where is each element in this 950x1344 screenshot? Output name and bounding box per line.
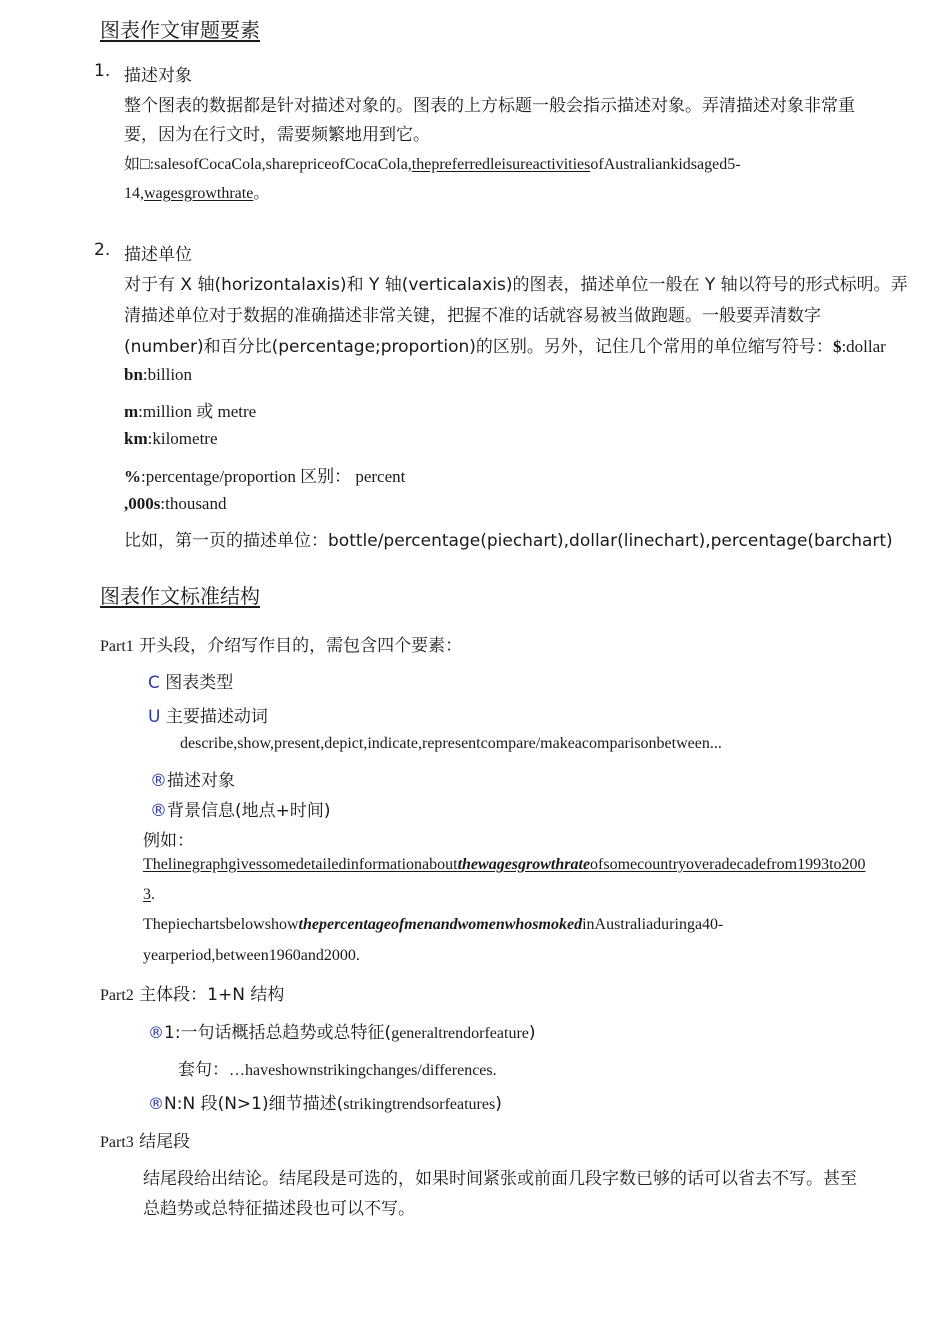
unit-symbol: ,000s (124, 494, 161, 513)
part-label: Part1 (100, 638, 134, 655)
unit-meaning: :dollar (841, 337, 886, 356)
paragraph-line (124, 332, 886, 357)
paragraph-line: 整个图表的数据都是针对描述对象的。图表的上方标题一般会指示描述对象。弄清描述对象非常重 (124, 96, 855, 116)
bullet-marker: ® (148, 1023, 164, 1042)
example-underlined: 3 (143, 886, 151, 903)
example-text: 14, (124, 185, 144, 202)
part2-item (148, 1018, 536, 1043)
element-text: 背景信息(地点+时间) (167, 801, 331, 821)
part1-heading (100, 631, 462, 656)
paragraph-line: 要，因为在行文时，需要频繁地用到它。 (124, 125, 430, 145)
bullet-marker: U (148, 707, 161, 727)
pattern-label: 套句： (178, 1060, 229, 1080)
bullet-marker: C (148, 673, 160, 693)
section-title-review-elements: 图表作文审题要素 (100, 18, 260, 42)
unit-row (124, 494, 226, 514)
pattern-sentence (178, 1055, 497, 1080)
example-text: inAustraliaduringa40- (582, 916, 724, 933)
unit-row (124, 365, 192, 385)
unit-meaning: :billion (142, 365, 193, 384)
example-underlined: ofsomecountryoveradecadefrom1993to200 (590, 856, 866, 873)
element-item (148, 702, 268, 727)
example-line (124, 151, 741, 174)
item-number: 1. (94, 61, 111, 81)
paragraph-line: 清描述单位对于数据的准确描述非常关键，把握不准的话就容易被当做跑题。一般要弄清数字 (124, 306, 821, 326)
example-underlined: thepreferredleisureactivities (411, 156, 591, 173)
example-mid: ofAustraliankidsaged5- (590, 156, 741, 173)
item-heading-describe-object: 描述对象 (124, 66, 192, 86)
item-english: generaltrendorfeature (391, 1025, 529, 1042)
example-line (124, 180, 269, 203)
unit-meaning: :million 或 metre (138, 402, 257, 421)
part2-heading (100, 980, 284, 1005)
unit-meaning: :percentage/proportion 区别： percent (141, 467, 406, 486)
part-label: Part2 (100, 987, 134, 1004)
section-title-standard-structure: 图表作文标准结构 (100, 584, 260, 608)
element-item (148, 668, 233, 693)
part3-heading (100, 1127, 190, 1152)
paragraph-line: 对于有 X 轴(horizontalaxis)和 Y 轴(verticalaxis)的图表，描述单位一般在 Y 轴以符号的形式标明。弄 (124, 275, 908, 295)
part-label: Part3 (100, 1134, 134, 1151)
example-end: . (151, 886, 155, 903)
example-underlined: wagesgrowthrate (144, 185, 254, 202)
element-text: 描述对象 (167, 771, 235, 791)
element-text: 主要描述动词 (165, 707, 268, 727)
part-text: 结尾段 (133, 1132, 191, 1152)
item-heading-describe-unit: 描述单位 (124, 245, 192, 265)
unit-row (124, 462, 405, 487)
example-emphasis: thewagesgrowthrate (457, 856, 591, 873)
example-prefix: 如□:salesofCocaCola,sharepriceofCocaCola, (124, 156, 412, 173)
part-text: 主体段：1+N 结构 (133, 985, 285, 1005)
item-text: N:N 段(N>1)细节描述( (164, 1094, 344, 1114)
part-text: 开头段，介绍写作目的，需包含四个要素： (133, 636, 463, 656)
bullet-marker: ® (150, 801, 167, 821)
item-text: ) (495, 1094, 502, 1114)
pattern-text: …haveshownstrikingchanges/differences. (229, 1062, 497, 1079)
unit-symbol: $ (832, 337, 842, 356)
example-end: 。 (253, 185, 270, 202)
unit-symbol: % (124, 467, 141, 486)
unit-symbol: bn (124, 365, 143, 384)
item-text: ) (528, 1023, 536, 1043)
element-item (150, 796, 331, 821)
unit-symbol: km (124, 429, 148, 448)
item-english: strikingtrendsorfeatures (343, 1096, 496, 1113)
unit-symbol: m (124, 402, 139, 421)
paragraph-line: 总趋势或总特征描述段也可以不写。 (143, 1199, 415, 1219)
example-underlined: Thelinegraphgivessomedetailedinformationabout (143, 856, 458, 873)
unit-meaning: :thousand (160, 494, 227, 513)
unit-meaning: :kilometre (147, 429, 218, 448)
unit-row (124, 397, 256, 422)
bullet-marker: ® (148, 1094, 164, 1113)
example-sentence-line: yearperiod,between1960and2000. (143, 947, 360, 964)
paragraph-text: (number)和百分比(percentage;proportion)的区别。另外，记住几个常用的单位缩写符号： (124, 337, 833, 357)
example-emphasis: thepercentageofmenandwomenwhosmoked (298, 916, 583, 933)
example-label: 例如： (143, 831, 194, 851)
verbs-list: describe,show,present,depict,indicate,representcompare/makeacomparisonbetween... (180, 735, 722, 752)
item-text: 1:一句话概括总趋势或总特征( (164, 1023, 392, 1043)
example-sentence-line (143, 856, 866, 874)
unit-row (124, 429, 218, 449)
item-number: 2. (94, 240, 111, 260)
bullet-marker: ® (150, 771, 167, 791)
example-text: Thepiechartsbelowshow (143, 916, 299, 933)
element-item (150, 766, 235, 791)
part2-item (148, 1089, 502, 1114)
example-sentence-line (143, 886, 155, 904)
example-sentence-line (143, 916, 723, 934)
element-text: 图表类型 (165, 673, 234, 693)
unit-example: 比如，第一页的描述单位：bottle/percentage(piechart),dollar(linechart),percentage(barchart) (124, 531, 893, 551)
paragraph-line: 结尾段给出结论。结尾段是可选的，如果时间紧张或前面几段字数已够的话可以省去不写。甚至 (143, 1169, 857, 1189)
